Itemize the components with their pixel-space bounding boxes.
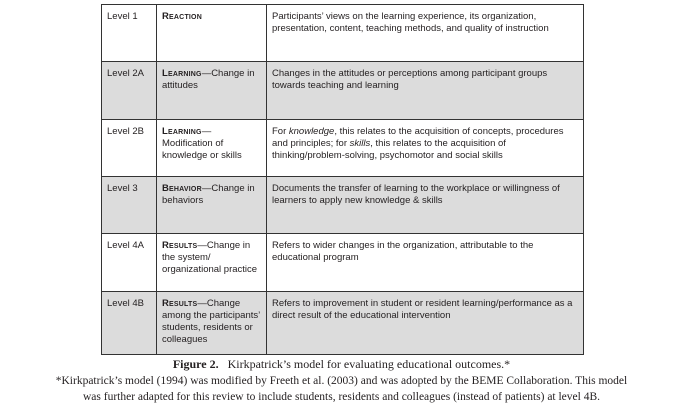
table-row-level-4a (102, 234, 584, 292)
category-detail: —Change in behaviors (162, 183, 255, 206)
description-cell (267, 5, 584, 62)
table-row-level-2b (102, 120, 584, 177)
description-cell (267, 62, 584, 120)
description-text: For (272, 126, 289, 137)
table-row-level-3 (102, 177, 584, 234)
category-cell (157, 62, 267, 120)
category-detail: —Change in attitudes (162, 68, 255, 91)
level-cell: Level 4A (102, 234, 157, 292)
category-cell (157, 5, 267, 62)
level-cell: Level 3 (102, 177, 157, 234)
figure-label: Figure 2. (172, 357, 219, 371)
description-cell (267, 177, 584, 234)
category-name: Learning (162, 68, 202, 79)
description-text: Documents the transfer of learning to the workplace or willingness of learners to apply new knowledge & skills (272, 183, 560, 206)
table-row-level-4b (102, 292, 584, 355)
category-name: Behavior (162, 183, 202, 194)
description-text: Participants’ views on the learning experience, its organization, presentation, content, teaching methods, and quality of instruction (272, 11, 549, 34)
kirkpatrick-model-table (101, 4, 584, 355)
description-cell (267, 234, 584, 292)
category-detail: —Change among the participants’ students, residents or colleagues (162, 298, 260, 345)
description-text: Refers to wider changes in the organization, attributable to the educational program (272, 240, 534, 263)
category-name: Results (162, 298, 198, 309)
footnote-line-1: *Kirkpatrick’s model (1994) was modified by Freeth et al. (2003) and was adopted by the BEME Collaboration. This model (55, 375, 628, 387)
description-text: , this relates to the acquisition of thinking/problem-solving, psychomotor and social skills (272, 138, 506, 161)
category-detail: — Modification of knowledge or skills (162, 126, 242, 161)
category-detail: —Change in the system/ organizational practice (162, 240, 258, 275)
description-text: Changes in the attitudes or perceptions among participant groups towards teaching and learning (272, 68, 548, 91)
category-cell (157, 177, 267, 234)
category-name: Results (162, 240, 198, 251)
footnote-line-2: was further adapted for this review to include students, residents and colleagues (instead of patients) at level 4B. (82, 391, 601, 403)
table-row-level-2a (102, 62, 584, 120)
description-cell (267, 292, 584, 355)
category-cell (157, 120, 267, 177)
description-cell (267, 120, 584, 177)
description-text: , this relates to the acquisition of concepts, procedures and principles; for (272, 126, 564, 149)
description-emphasis: skills (349, 138, 371, 149)
category-name: Learning (162, 126, 202, 137)
description-emphasis: knowledge (288, 126, 335, 137)
level-cell: Level 2A (102, 62, 157, 120)
level-cell: Level 2B (102, 120, 157, 177)
figure-caption (0, 357, 683, 372)
figure-caption-text: Kirkpatrick’s model for evaluating educational outcomes.* (227, 357, 511, 371)
category-name: Reaction (162, 11, 202, 22)
level-cell: Level 4B (102, 292, 157, 355)
category-cell (157, 292, 267, 355)
description-text: Refers to improvement in student or resident learning/performance as a direct result of the educational intervention (272, 298, 573, 321)
category-cell (157, 234, 267, 292)
level-cell: Level 1 (102, 5, 157, 62)
table-row-level-1 (102, 5, 584, 62)
